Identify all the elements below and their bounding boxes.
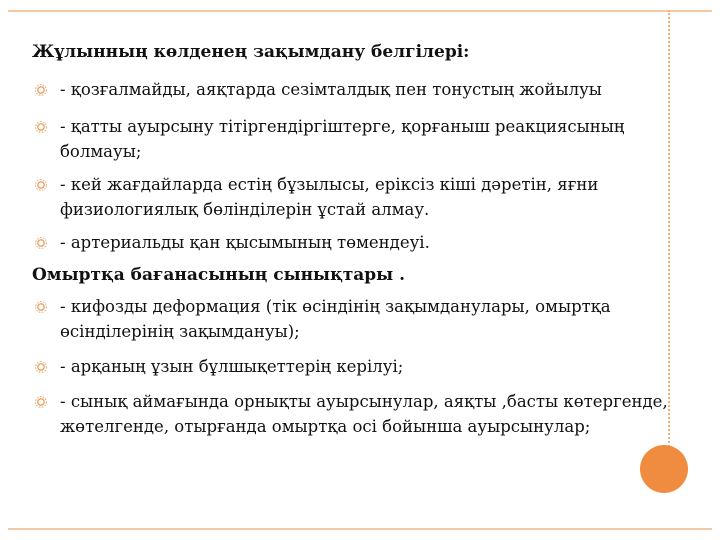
sun-bullet-icon xyxy=(35,396,47,408)
list-item-text: - артериальды қан қысымының төмендеуі. xyxy=(60,233,430,252)
list-item-text: - қатты ауырсыну тітіргендіргіштерге, қорғаныш реакциясының болмауы; xyxy=(60,117,625,161)
list-item xyxy=(32,230,672,255)
slide-content xyxy=(32,40,672,439)
sun-bullet-icon xyxy=(35,84,47,96)
sun-bullet-icon xyxy=(35,179,47,191)
section-heading-spinal-cord: Жұлынның көлденең зақымдану белгілері: xyxy=(32,42,470,62)
list-item xyxy=(32,389,672,439)
list-item-text: - сынық аймағында орнықты ауырсынулар, аяқты ,басты көтергенде, жөтелгенде, отырғанда омыртқа осі бойынша ауырсынулар; xyxy=(60,392,668,436)
slide-frame-top xyxy=(8,10,712,12)
list-item-text: - кей жағдайларда естің бұзылысы, еріксіз кіші дәретін, яғни физиологиялық бөлінділерін ұстай алмау. xyxy=(60,175,599,219)
list-item xyxy=(32,294,672,344)
list-item-text: - арқаның ұзын бұлшықеттерің керілуі; xyxy=(60,357,404,376)
list-item xyxy=(32,114,672,164)
list-item xyxy=(32,77,672,102)
sun-bullet-icon xyxy=(35,121,47,133)
sun-bullet-icon xyxy=(35,361,47,373)
sun-bullet-icon xyxy=(35,237,47,249)
list-item-text: - қозғалмайды, аяқтарда сезімталдық пен тонустың жойылуы xyxy=(60,80,602,99)
list-item xyxy=(32,172,672,222)
list-item xyxy=(32,354,672,379)
list-item-text: - кифозды деформация (тік өсіндінің зақымданулары, омыртқа өсінділерінің зақымдануы); xyxy=(60,297,611,341)
slide-frame-bottom xyxy=(8,528,712,530)
decorative-circle xyxy=(640,445,688,493)
sun-bullet-icon xyxy=(35,301,47,313)
section-heading-spine-fractures: Омыртқа бағанасының сынықтары . xyxy=(32,265,406,285)
